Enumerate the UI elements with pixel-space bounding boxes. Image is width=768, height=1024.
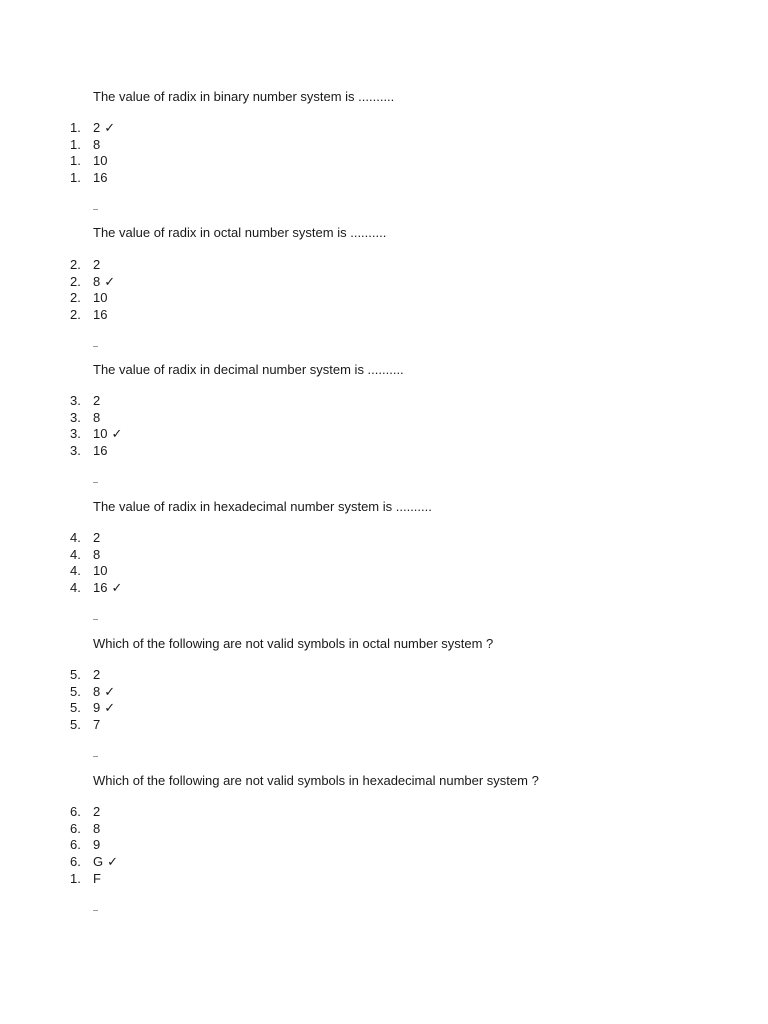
option-text: 7: [93, 717, 101, 733]
option-number: 3.: [70, 409, 81, 425]
option-number: 1.: [70, 153, 81, 169]
option-text: 2: [93, 393, 101, 408]
option-text: 8: [93, 273, 101, 289]
option-number: 2.: [70, 290, 81, 306]
option-text: 10: [93, 290, 108, 306]
option-number: 6.: [70, 820, 81, 836]
option-number: 3.: [70, 443, 81, 459]
option-number: 1.: [70, 170, 81, 186]
option-text: 16: [93, 443, 108, 459]
question-text: The value of radix in octal number system is ..........: [93, 225, 387, 240]
checkmark-icon: ✓: [111, 580, 123, 596]
option-number: 3.: [70, 393, 81, 408]
option-number: 2.: [70, 307, 81, 323]
option-number: 5.: [70, 667, 81, 682]
option-text: 9: [93, 837, 101, 853]
option-number: 6.: [70, 837, 81, 853]
question-text: The value of radix in hexadecimal number system is ..........: [93, 499, 432, 514]
option-number: 1.: [70, 870, 81, 886]
option-text: 8: [93, 683, 101, 699]
option-number: 5.: [70, 700, 81, 716]
question-text: Which of the following are not valid symbols in octal number system ?: [93, 636, 494, 651]
option-number: 2.: [70, 257, 81, 272]
option-text: 8: [93, 136, 101, 152]
separator: [93, 910, 98, 911]
option-number: 3.: [70, 426, 81, 442]
option-text: 16: [93, 307, 108, 323]
separator: [93, 619, 98, 620]
checkmark-icon: ✓: [104, 700, 116, 716]
checkmark-icon: ✓: [104, 683, 116, 699]
option-number: 4.: [70, 546, 81, 562]
option-text: 10: [93, 153, 108, 169]
option-number: 4.: [70, 530, 81, 545]
question-text: The value of radix in binary number system is ..........: [93, 89, 395, 104]
option-number: 1.: [70, 120, 81, 135]
question-text: Which of the following are not valid symbols in hexadecimal number system ?: [93, 773, 539, 788]
option-number: 1.: [70, 136, 81, 152]
separator: [93, 346, 98, 347]
option-text: 8: [93, 820, 101, 836]
option-text: 2: [93, 257, 101, 272]
option-number: 6.: [70, 854, 81, 870]
checkmark-icon: ✓: [104, 120, 116, 135]
option-number: 2.: [70, 273, 81, 289]
option-number: 4.: [70, 563, 81, 579]
checkmark-icon: ✓: [107, 854, 119, 870]
checkmark-icon: ✓: [104, 273, 116, 289]
separator: [93, 756, 98, 757]
option-text: F: [93, 870, 101, 886]
option-text: G: [93, 854, 104, 870]
option-number: 4.: [70, 580, 81, 596]
option-number: 6.: [70, 804, 81, 819]
option-text: 2: [93, 120, 101, 135]
question-text: The value of radix in decimal number system is ..........: [93, 362, 404, 377]
option-text: 8: [93, 546, 101, 562]
separator: [93, 482, 98, 483]
option-text: 10: [93, 426, 108, 442]
option-text: 8: [93, 409, 101, 425]
option-text: 2: [93, 530, 101, 545]
option-text: 16: [93, 170, 108, 186]
option-text: 9: [93, 700, 101, 716]
checkmark-icon: ✓: [111, 426, 123, 442]
option-text: 10: [93, 563, 108, 579]
option-number: 5.: [70, 683, 81, 699]
option-text: 2: [93, 667, 101, 682]
separator: [93, 209, 98, 210]
option-text: 16: [93, 580, 108, 596]
option-number: 5.: [70, 717, 81, 733]
option-text: 2: [93, 804, 101, 819]
